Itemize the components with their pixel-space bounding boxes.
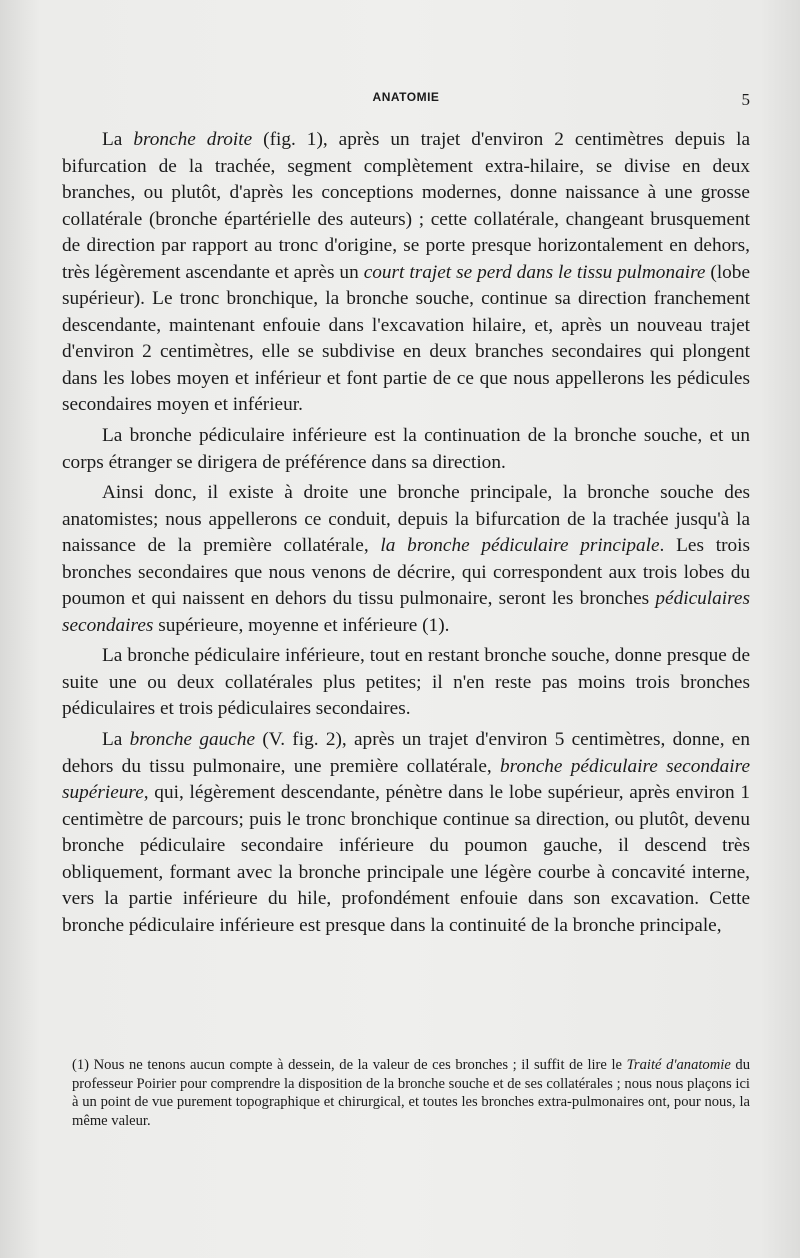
paragraph [62,423,750,476]
italic-text-run: bronche gauche [129,729,256,751]
italic-text-run: court trajet se perd dans le tissu pulmonaire [363,261,706,283]
running-head: ANATOMIE [372,90,440,104]
text-run: du professeur Poirier pour comprendre la disposition de la bronche souche et de ses collatérales ; nous nous plaçons ici à un point de vue purement topographique et chirurgical, et toutes les bronches extra-pulmonaires ont, pour nous, la même valeur. [72,1057,750,1129]
paragraph [62,480,750,639]
text-run: supérieure, moyenne et inférieure (1). [153,614,450,636]
text-run: La [102,729,130,751]
text-run: (lobe supérieur). Le tronc bronchique, la bronche souche, continue sa direction franchement descendante, maintenant enfouie dans l'excavation hilaire, et, après un nouveau trajet d'environ 2 centimètres, elle se subdivise en deux branches secondaires qui plongent dans les lobes moyen et inférieur et font partie de ce que nous appellerons les pédicules secondaires moyen et inférieur. [62,261,751,416]
text-run: . Les trois bronches secondaires que nous venons de décrire, qui correspondent aux trois lobes du poumon et qui naissent en dehors du tissu pulmonaire, seront les bronches [62,535,750,610]
footnote-paragraph [72,1056,750,1130]
paragraph [62,127,750,419]
italic-text-run: pédiculaires secondaires [62,588,750,636]
page-header [62,90,750,114]
italic-text-run: bronche droite [133,129,253,150]
paragraph [62,643,750,723]
text-run: , qui, légèrement descendante, pénètre dans le lobe supérieur, après environ 1 centimètre de parcours; puis le tronc bronchique continue sa direction, ou plutôt, devenu bronche pédiculaire secondaire inférieure du poumon gauche, il descend très obliquement, formant avec la bronche principale une légère courbe à concavité interne, vers la partie inférieure du hile, profondément enfouie dans son excavation. Cette bronche pédiculaire inférieure est presque dans la continuité de la bronche principale, [62,782,750,936]
italic-text-run: la bronche pédiculaire principale [380,535,660,557]
text-run: (V. fig. 2), après un trajet d'environ 5 centimètres, donne, en dehors du tissu pulmonaire, une première collatérale, [62,729,751,777]
footnote [72,1056,750,1130]
paragraph [62,727,750,939]
text-run: La bronche pédiculaire inférieure est la continuation de la bronche souche, et un corps étranger se dirigera de préférence dans sa direction. [62,425,750,473]
text-run: La [102,129,134,150]
text-run: La bronche pédiculaire inférieure, tout en restant bronche souche, donne presque de suite une ou deux collatérales plus petites; il n'en reste pas moins trois bronches pédiculaires et trois pédiculaires secondaires. [62,645,750,720]
italic-text-run: Traité d'anatomie [626,1057,731,1073]
body-text [62,127,750,943]
text-run: (1) Nous ne tenons aucun compte à dessein, de la valeur de ces bronches ; il suffit de lire le [72,1057,627,1073]
text-run: (fig. 1), après un trajet d'environ 2 centimètres depuis la bifurcation de la trachée, segment complètement extra-hilaire, se divise en deux branches, ou plutôt, d'après les conceptions modernes, donne naissance à une grosse collatérale (bronche épartérielle des auteurs) ; cette collatérale, changeant brusquement de direction par rapport au tronc d'origine, se porte presque horizontalement en dehors, très légèrement ascendante et après un [62,129,751,283]
italic-text-run: bronche pédiculaire secondaire supérieure [62,755,750,804]
page-number: 5 [741,90,750,109]
text-run: Ainsi donc, il existe à droite une bronche principale, la bronche souche des anatomistes; nous appellerons ce conduit, depuis la bifurcation de la trachée jusqu'à la naissance de la première collatérale, [62,482,750,557]
